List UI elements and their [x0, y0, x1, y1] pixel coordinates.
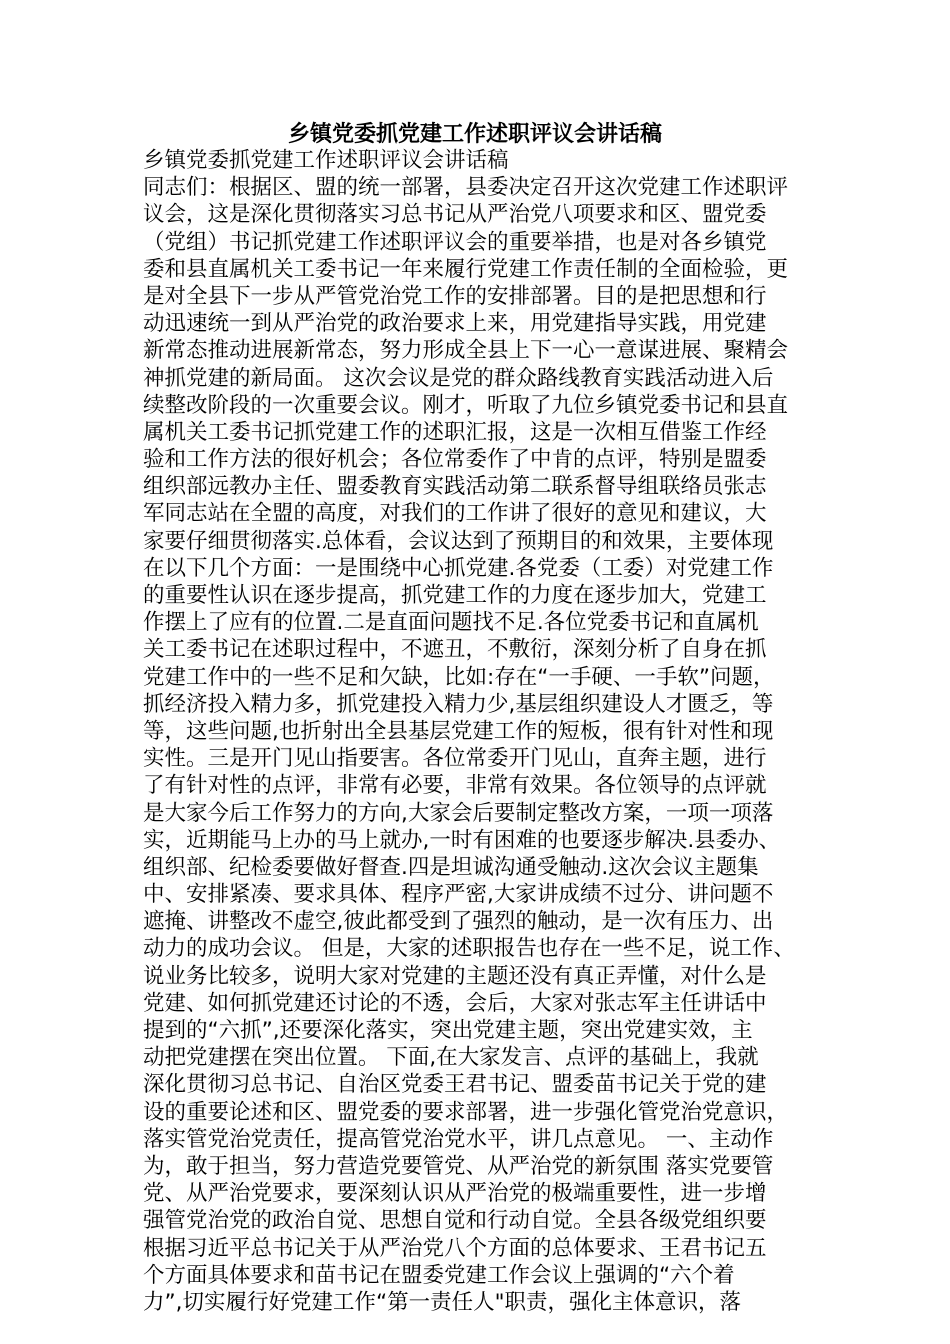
text-line: 续整改阶段的一次重要会议。刚才，听取了九位乡镇党委书记和县直: [143, 392, 789, 418]
text-line: 委和县直属机关工委书记一年来履行党建工作责任制的全面检验，更: [143, 256, 789, 282]
text-line: 是大家今后工作努力的方向,大家会后要制定整改方案，一项一项落: [143, 800, 774, 826]
text-line: 验和工作方法的很好机会；各位常委作了中肯的点评，特别是盟委: [143, 447, 767, 473]
text-line: 为，敢于担当，努力营造党要管党、从严治党的新氛围 落实党要管: [143, 1153, 774, 1179]
text-line: 议会，这是深化贯彻落实习总书记从严治党八项要求和区、盟党委: [143, 202, 767, 228]
text-line: （党组）书记抓党建工作述职评议会的重要举措，也是对各乡镇党: [143, 229, 767, 255]
text-line: 党、从严治党要求，要深刻认识从严治党的极端重要性，进一步增: [143, 1181, 767, 1207]
text-line: 军同志站在全盟的高度，对我们的工作讲了很好的意见和建议，大: [143, 501, 767, 527]
text-line: 党建工作中的一些不足和欠缺，比如:存在“一手硬、一手软”问题，: [143, 664, 775, 690]
text-line: 关工委书记在述职过程中，不遮丑，不敷衍，深刻分析了自身在抓: [143, 637, 767, 663]
text-line: 中、安排紧凑、要求具体、程序严密,大家讲成绩不过分、讲问题不: [143, 882, 774, 908]
text-line: 同志们：根据区、盟的统一部署，县委决定召开这次党建工作述职评: [143, 175, 789, 201]
document-subtitle-line: 乡镇党委抓党建工作述职评议会讲话稿: [143, 148, 509, 173]
text-line: 组织部、纪检委要做好督查.四是坦诚沟通受触动.这次会议主题集: [143, 854, 759, 880]
text-line: 在以下几个方面：一是围绕中心抓党建.各党委（工委）对党建工作: [143, 555, 774, 581]
text-line: 深化贯彻习总书记、自治区党委王君书记、盟委苗书记关于党的建: [143, 1072, 767, 1098]
document-title: 乡镇党委抓党建工作述职评议会讲话稿: [287, 121, 662, 147]
text-line: 说业务比较多，说明大家对党建的主题还没有真正弄懂，对什么是: [143, 963, 767, 989]
text-line: 动力的成功会议。 但是，大家的述职报告也存在一些不足，说工作、: [143, 936, 795, 962]
text-line: 了有针对性的点评，非常有必要，非常有效果。各位领导的点评就: [143, 773, 767, 799]
document-body: [143, 147, 813, 1316]
text-line: 提到的“六抓”,还要深化落实，突出党建主题，突出党建实效，主: [143, 1018, 753, 1043]
text-line: 强管党治党的政治自觉、思想自觉和行动自觉。全县各级党组织要: [143, 1208, 767, 1234]
text-line: 新常态推动进展新常态，努力形成全县上下一心一意谋进展、聚精会: [143, 338, 789, 364]
text-line: 实，近期能马上办的马上就办,一时有困难的也要逐步解决.县委办、: [143, 827, 781, 853]
text-line: 动迅速统一到从严治党的政治要求上来，用党建指导实践，用党建: [143, 311, 767, 337]
text-line: 组织部远教办主任、盟委教育实践活动第二联系督导组联络员张志: [143, 474, 767, 500]
text-line: 个方面具体要求和苗书记在盟委党建工作会议上强调的“六个着: [143, 1262, 735, 1288]
text-line: 等，这些问题,也折射出全县基层党建工作的短板，很有针对性和现: [143, 718, 774, 744]
text-line: 家要仔细贯彻落实.总体看，会议达到了预期目的和效果，主要体现: [143, 528, 774, 554]
text-line: 作摆上了应有的位置.二是直面问题找不足.各位党委书记和直属机: [143, 610, 759, 636]
text-line: 设的重要论述和区、盟党委的要求部署，进一步强化管党治党意识，: [143, 1099, 789, 1125]
text-line: 的重要性认识在逐步提高，抓党建工作的力度在逐步加大，党建工: [143, 583, 767, 608]
text-line: 党建、如何抓党建还讨论的不透，会后，大家对张志军主任讲话中: [143, 990, 767, 1016]
text-line: 属机关工委书记抓党建工作的述职汇报，这是一次相互借鉴工作经: [143, 419, 767, 445]
text-line: 是对全县下一步从严管党治党工作的安排部署。目的是把思想和行: [143, 283, 767, 309]
text-line: 遮掩、讲整改不虚空,彼此都受到了强烈的触动，是一次有压力、出: [143, 909, 774, 935]
text-line: 动把党建摆在突出位置。 下面,在大家发言、点评的基础上，我就: [143, 1045, 759, 1071]
text-line: 根据习近平总书记关于从严治党八个方面的总体要求、王君书记五: [143, 1235, 767, 1261]
text-line: 抓经济投入精力多，抓党建投入精力少,基层组织建设人才匮乏，等: [143, 691, 774, 717]
text-line: 落实管党治党责任，提高管党治党水平，讲几点意见。 一、主动作: [143, 1126, 774, 1152]
text-line: 力”,切实履行好党建工作“第一责任人"职责，强化主体意识，落: [143, 1289, 742, 1315]
text-line: 实性。三是开门见山指要害。各位常委开门见山，直奔主题，进行: [143, 746, 767, 772]
text-line: 神抓党建的新局面。 这次会议是党的群众路线教育实践活动进入后: [143, 365, 774, 391]
